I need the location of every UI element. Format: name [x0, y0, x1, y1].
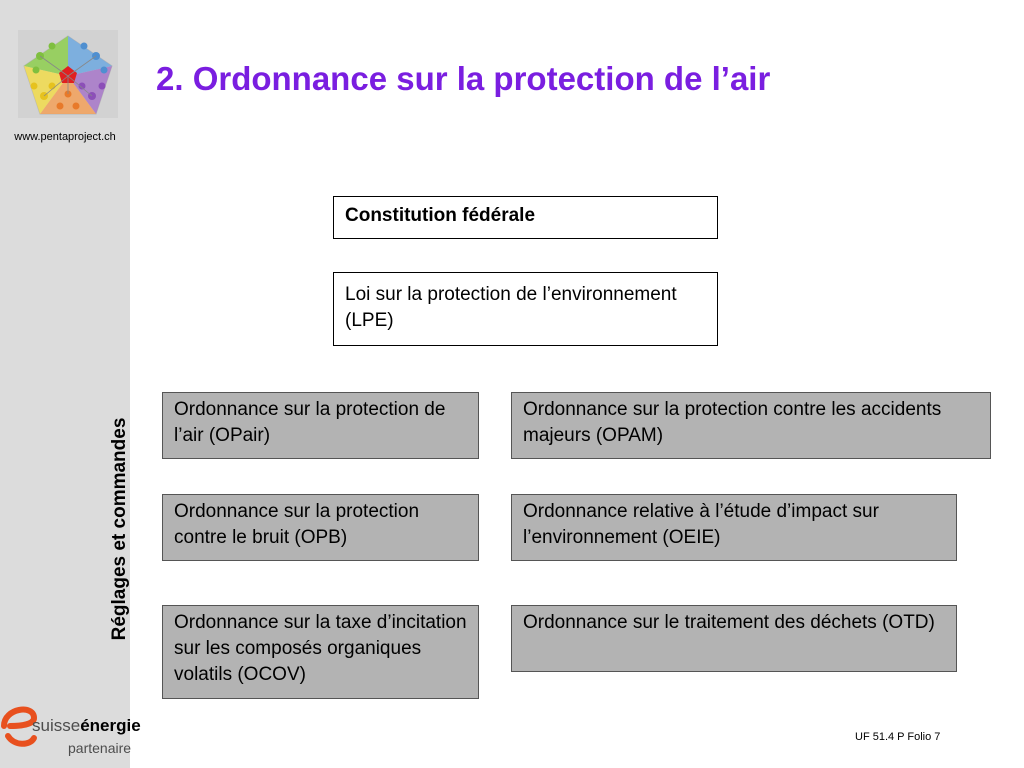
- slide-title: 2. Ordonnance sur la protection de l’air: [156, 60, 771, 97]
- partner-brand-b: énergie: [80, 716, 141, 735]
- sidebar: [0, 0, 141, 768]
- partner-subline: partenaire: [68, 740, 132, 756]
- box-law-lpe: Loi sur la protection de l’environnement (LPE): [333, 272, 718, 346]
- site-url[interactable]: www.pentaproject.ch: [14, 131, 116, 143]
- box-ordinance-opb: Ordonnance sur la protection contre le bruit (OPB): [162, 494, 479, 561]
- partner-brand-a: suisse: [32, 716, 81, 735]
- partner-brand: [32, 716, 141, 736]
- box-ordinance-otd: Ordonnance sur le traitement des déchets (OTD): [511, 605, 957, 672]
- box-constitution: Constitution fédérale: [333, 196, 718, 239]
- box-ordinance-oeie: Ordonnance relative à l’étude d’impact sur l’environnement (OEIE): [511, 494, 957, 561]
- section-label: Réglages et commandes: [109, 417, 130, 641]
- folio-footer: UF 51.4 P Folio 7: [855, 731, 941, 743]
- box-ordinance-ocov: Ordonnance sur la taxe d’incitation sur les composés organiques volatils (OCOV): [162, 605, 479, 699]
- pentaproject-logo: [18, 30, 118, 118]
- box-ordinance-opair: Ordonnance sur la protection de l’air (OPair): [162, 392, 479, 459]
- box-ordinance-opam: Ordonnance sur la protection contre les accidents majeurs (OPAM): [511, 392, 991, 459]
